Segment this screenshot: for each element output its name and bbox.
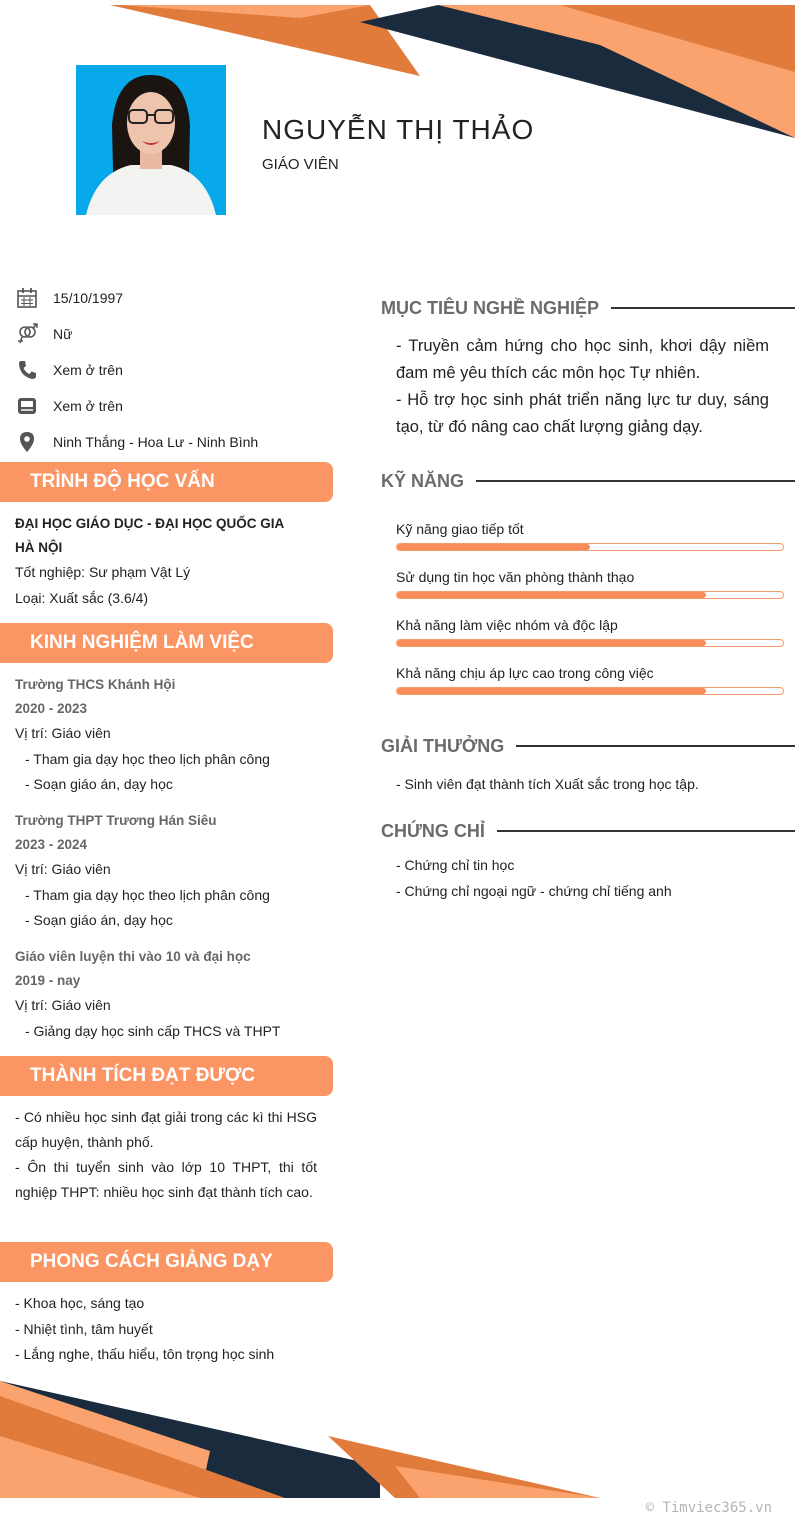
teaching-style-item: - Nhiệt tình, tâm huyết: [15, 1320, 153, 1337]
achievements-heading: THÀNH TÍCH ĐẠT ĐƯỢC: [0, 1056, 333, 1096]
objective-heading: MỤC TIÊU NGHỀ NGHIỆP: [381, 293, 795, 323]
phone-icon: [16, 359, 53, 381]
school-name: ĐẠI HỌC GIÁO DỤC - ĐẠI HỌC QUỐC GIA: [15, 516, 285, 531]
skill-item: [396, 612, 784, 660]
teaching-style-heading: PHONG CÁCH GIẢNG DẠY: [0, 1242, 333, 1282]
education-heading: TRÌNH ĐỘ HỌC VẤN: [0, 462, 333, 502]
objective-text: [396, 333, 769, 441]
profile-photo: [76, 65, 226, 215]
skills-heading: KỸ NĂNG: [381, 466, 795, 496]
awards-list: [396, 771, 786, 797]
skill-bar-fill: [397, 592, 706, 598]
contact-email: Xem ở trên: [16, 388, 336, 424]
teaching-style-item: - Lắng nghe, thấu hiểu, tôn trọng học sinh: [15, 1346, 275, 1362]
achievements-list: [15, 1105, 317, 1205]
email-icon: [16, 395, 53, 417]
experience-job-3: [15, 945, 327, 1044]
job-period: 2023 - 2024: [15, 837, 88, 852]
contact-birthday: 15/10/1997: [16, 280, 336, 316]
skill-label: Kỹ năng giao tiếp tốt: [396, 521, 524, 537]
objective-item: - Truyền cảm hứng cho học sinh, khơi dậy niềm đam mê yêu thích các môn học Tự nhiên.: [396, 337, 769, 382]
experience-job-2: [15, 809, 327, 934]
teaching-style-item: - Khoa học, sáng tạo: [15, 1295, 145, 1311]
contact-phone: Xem ở trên: [16, 352, 336, 388]
job-company: Trường THPT Trương Hán Siêu: [15, 813, 217, 828]
awards-heading: GIẢI THƯỞNG: [381, 731, 795, 761]
certificate-item: - Chứng chỉ tin học: [396, 857, 515, 873]
job-title: GIÁO VIÊN: [262, 156, 339, 173]
watermark: © Timviec365.vn: [645, 1500, 772, 1516]
education-grade: Loại: Xuất sắc (3.6/4): [15, 589, 149, 606]
candidate-name: NGUYỄN THỊ THẢO: [262, 114, 535, 145]
job-period: 2019 - nay: [15, 973, 81, 988]
contact-gender: Nữ: [16, 316, 336, 352]
skill-bar: [396, 543, 784, 551]
skill-bar: [396, 639, 784, 647]
achievement-item: - Ôn thi tuyển sinh vào lớp 10 THPT, thi tốt nghiệp THPT: nhiều học sinh đạt thành tích cao.: [15, 1159, 317, 1200]
skill-item: [396, 516, 784, 564]
skill-bar-fill: [397, 544, 590, 550]
contact-list: [16, 280, 336, 460]
job-period: 2020 - 2023: [15, 701, 88, 716]
calendar-icon: [16, 287, 53, 309]
job-position: Vị trí: Giáo viên: [15, 997, 111, 1013]
skill-label: Sử dụng tin học văn phòng thành thạo: [396, 569, 635, 585]
job-company: Giáo viên luyện thi vào 10 và đại học: [15, 949, 251, 964]
contact-location: Ninh Thắng - Hoa Lư - Ninh Bình: [16, 424, 336, 460]
skill-bar: [396, 591, 784, 599]
skills-list: [396, 516, 784, 708]
certificates-list: [396, 852, 786, 904]
education-major: Tốt nghiệp: Sư phạm Vật Lý: [15, 564, 191, 580]
skill-bar: [396, 687, 784, 695]
education-block: [15, 512, 327, 611]
certificates-heading: CHỨNG CHỈ: [381, 816, 795, 846]
job-task: - Tham gia dạy học theo lịch phân công: [25, 750, 270, 767]
job-position: Vị trí: Giáo viên: [15, 861, 111, 877]
skill-label: Khả năng chịu áp lực cao trong công việc: [396, 665, 654, 681]
job-task: - Giảng dạy học sinh cấp THCS và THPT: [25, 1022, 281, 1039]
job-position: Vị trí: Giáo viên: [15, 725, 111, 741]
skill-bar-fill: [397, 640, 706, 646]
school-name-cont: HÀ NỘI: [15, 540, 63, 555]
job-company: Trường THCS Khánh Hội: [15, 677, 176, 692]
experience-job-1: [15, 673, 327, 798]
achievement-item: - Có nhiều học sinh đạt giải trong các kì thi HSG cấp huyện, thành phố.: [15, 1109, 317, 1150]
job-task: - Soạn giáo án, dạy học: [25, 776, 173, 792]
skill-label: Khả năng làm việc nhóm và độc lập: [396, 617, 618, 633]
skill-bar-fill: [397, 688, 706, 694]
objective-item: - Hỗ trợ học sinh phát triển năng lực tư duy, sáng tạo, từ đó nâng cao chất lượng giảng dạy.: [396, 391, 769, 436]
teaching-style-list: [15, 1291, 327, 1368]
experience-heading: KINH NGHIỆM LÀM VIỆC: [0, 623, 333, 663]
award-item: - Sinh viên đạt thành tích Xuất sắc trong học tập.: [396, 776, 699, 792]
skill-item: [396, 564, 784, 612]
skill-item: [396, 660, 784, 708]
job-task: - Soạn giáo án, dạy học: [25, 912, 173, 928]
certificate-item: - Chứng chỉ ngoại ngữ - chứng chỉ tiếng anh: [396, 883, 672, 899]
gender-icon: [16, 323, 53, 345]
footer-decoration: [0, 1376, 800, 1506]
location-icon: [16, 431, 53, 453]
job-task: - Tham gia dạy học theo lịch phân công: [25, 886, 270, 903]
